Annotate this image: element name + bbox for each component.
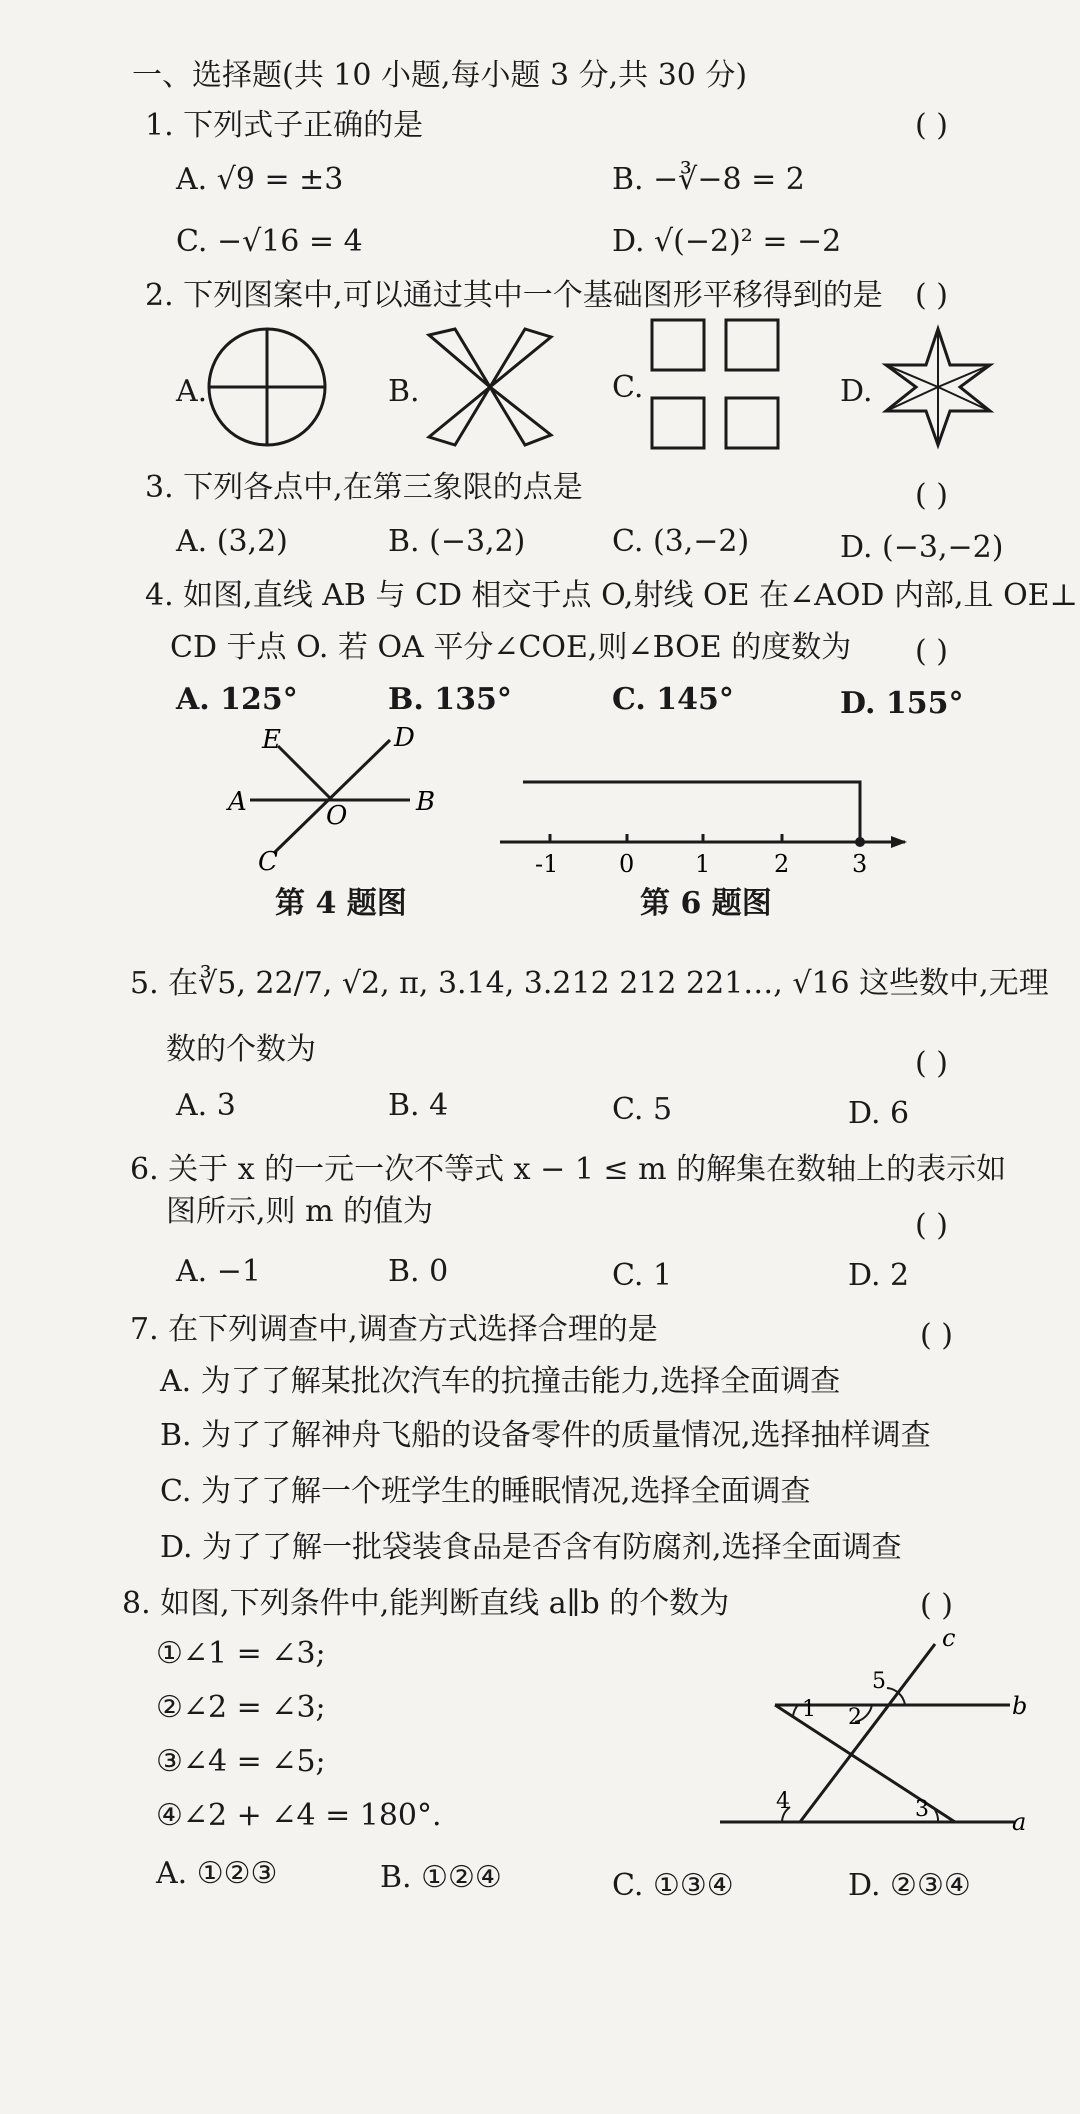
q4-label-o: O bbox=[326, 801, 348, 831]
q8-option-d: D. ②③④ bbox=[848, 1868, 971, 1903]
q6-stem-line1: 6. 关于 x 的一元一次不等式 x − 1 ≤ m 的解集在数轴上的表示如 bbox=[130, 1152, 1007, 1187]
q8-parallel-lines-figure bbox=[720, 1624, 1030, 1836]
q8-label-b: b bbox=[1012, 1692, 1028, 1720]
q8-angle-2: 2 bbox=[848, 1705, 862, 1730]
tick-label-3: 3 bbox=[852, 850, 868, 878]
q8-stem: 8. 如图,下列条件中,能判断直线 a∥b 的个数为 bbox=[122, 1586, 730, 1621]
q8-condition-2: ②∠2 = ∠3; bbox=[156, 1690, 326, 1725]
q3-option-b: B. (−3,2) bbox=[388, 524, 526, 559]
q6-stem-line2: 图所示,则 m 的值为 bbox=[166, 1194, 434, 1229]
q8-condition-4: ④∠2 + ∠4 = 180°. bbox=[156, 1798, 442, 1833]
q4-option-b: B. 135° bbox=[388, 682, 512, 717]
q8-angle-1: 1 bbox=[802, 1697, 816, 1722]
q6-option-b: B. 0 bbox=[388, 1254, 449, 1289]
q4-label-a: A bbox=[228, 787, 247, 817]
q4-label-d: D bbox=[394, 723, 415, 753]
q1-option-d: D. √(−2)² = −2 bbox=[612, 224, 842, 259]
q8-condition-1: ①∠1 = ∠3; bbox=[156, 1636, 326, 1671]
section-title: 一、选择题(共 10 小题,每小题 3 分,共 30 分) bbox=[132, 58, 748, 93]
q6-number-line-figure bbox=[495, 770, 915, 880]
q7-option-d: D. 为了了解一批袋装食品是否含有防腐剂,选择全面调查 bbox=[160, 1530, 902, 1565]
q2-option-c: C. bbox=[612, 370, 644, 405]
q6-answer-paren: ( ) bbox=[915, 1208, 948, 1243]
q2-option-d: D. bbox=[840, 374, 873, 409]
q8-condition-3: ③∠4 = ∠5; bbox=[156, 1744, 326, 1779]
q3-stem: 3. 下列各点中,在第三象限的点是 bbox=[145, 470, 583, 505]
q5-option-b: B. 4 bbox=[388, 1088, 449, 1123]
q8-label-a: a bbox=[1012, 1808, 1027, 1836]
q4-stem-line1: 4. 如图,直线 AB 与 CD 相交于点 O,射线 OE 在∠AOD 内部,且 OE⊥ bbox=[145, 578, 1078, 613]
q2-option-b: B. bbox=[388, 374, 420, 409]
q8-label-c: c bbox=[942, 1624, 956, 1652]
q2-option-a: A. bbox=[176, 374, 208, 409]
q1-option-b: B. −∛−8 = 2 bbox=[612, 162, 805, 197]
q2-star-figure bbox=[878, 325, 998, 450]
q7-option-c: C. 为了了解一个班学生的睡眠情况,选择全面调查 bbox=[160, 1474, 811, 1509]
tick-label-0: 0 bbox=[619, 850, 635, 878]
solution-set-bracket bbox=[523, 782, 860, 842]
q2-circle-cross-figure bbox=[205, 325, 330, 450]
q1-stem: 1. 下列式子正确的是 bbox=[145, 108, 424, 143]
q8-angle-4: 4 bbox=[776, 1789, 790, 1814]
q4-intersecting-lines-figure bbox=[220, 722, 450, 877]
q8-option-c: C. ①③④ bbox=[612, 1868, 734, 1903]
tick-label-neg1: -1 bbox=[535, 850, 559, 878]
q8-angle-5: 5 bbox=[872, 1669, 886, 1694]
q5-answer-paren: ( ) bbox=[915, 1046, 948, 1081]
line-cd bbox=[275, 740, 390, 852]
q6-option-a: A. −1 bbox=[176, 1254, 261, 1289]
q4-option-a: A. 125° bbox=[176, 682, 298, 717]
q7-stem: 7. 在下列调查中,调查方式选择合理的是 bbox=[130, 1312, 658, 1347]
q1-answer-paren: ( ) bbox=[915, 108, 948, 143]
q5-option-d: D. 6 bbox=[848, 1096, 910, 1131]
q6-option-c: C. 1 bbox=[612, 1258, 673, 1293]
q3-option-c: C. (3,−2) bbox=[612, 524, 750, 559]
q2-four-squares-figure bbox=[650, 318, 780, 452]
q4-figure-caption: 第 4 题图 bbox=[275, 886, 407, 921]
q5-stem-line1: 5. 在∛5, 22/7, √2, π, 3.14, 3.212 212 221…, √16 这些数中,无理 bbox=[130, 966, 1049, 1001]
q5-option-a: A. 3 bbox=[176, 1088, 236, 1123]
q7-option-b: B. 为了了解神舟飞船的设备零件的质量情况,选择抽样调查 bbox=[160, 1418, 931, 1453]
axis-arrow-icon bbox=[891, 836, 907, 848]
q7-option-a: A. 为了了解某批次汽车的抗撞击能力,选择全面调查 bbox=[160, 1364, 841, 1399]
q3-option-d: D. (−3,−2) bbox=[840, 530, 1004, 565]
q6-option-d: D. 2 bbox=[848, 1258, 910, 1293]
q4-label-c: C bbox=[258, 847, 278, 877]
q6-figure-caption: 第 6 题图 bbox=[640, 886, 772, 921]
q8-option-a: A. ①②③ bbox=[156, 1856, 278, 1891]
tick-label-1: 1 bbox=[695, 850, 711, 878]
q2-stem: 2. 下列图案中,可以通过其中一个基础图形平移得到的是 bbox=[145, 278, 883, 313]
q5-stem-line2: 数的个数为 bbox=[166, 1032, 316, 1067]
q3-answer-paren: ( ) bbox=[915, 478, 948, 513]
q7-answer-paren: ( ) bbox=[920, 1318, 953, 1353]
q2-bowtie-figure bbox=[425, 325, 555, 450]
q4-option-d: D. 155° bbox=[840, 686, 964, 721]
ray-oe bbox=[278, 746, 332, 800]
q4-stem-line2: CD 于点 O. 若 OA 平分∠COE,则∠BOE 的度数为 bbox=[170, 630, 852, 665]
q8-angle-3: 3 bbox=[915, 1797, 929, 1822]
q3-option-a: A. (3,2) bbox=[176, 524, 288, 559]
q5-option-c: C. 5 bbox=[612, 1092, 673, 1127]
q4-option-c: C. 145° bbox=[612, 682, 734, 717]
q4-label-e: E bbox=[262, 725, 281, 755]
q4-answer-paren: ( ) bbox=[915, 634, 948, 669]
q2-answer-paren: ( ) bbox=[915, 278, 948, 313]
closed-endpoint bbox=[855, 837, 865, 847]
tick-label-2: 2 bbox=[774, 850, 790, 878]
q1-option-c: C. −√16 = 4 bbox=[176, 224, 363, 259]
q8-option-b: B. ①②④ bbox=[380, 1860, 502, 1895]
q4-label-b: B bbox=[416, 787, 436, 817]
q8-answer-paren: ( ) bbox=[920, 1588, 953, 1623]
q1-option-a: A. √9 = ±3 bbox=[176, 162, 344, 197]
